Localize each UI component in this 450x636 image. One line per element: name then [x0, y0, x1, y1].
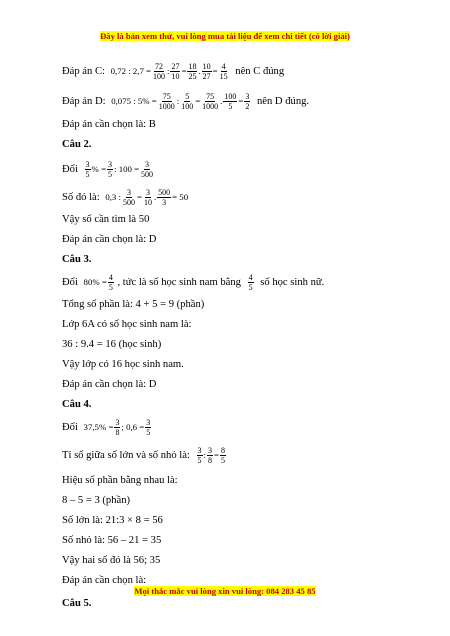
- label: Đổi: [62, 421, 78, 433]
- math: [247, 273, 255, 292]
- math: [111, 92, 251, 111]
- question-heading: Câu 2.: [62, 139, 92, 150]
- denominator: 2: [245, 102, 250, 111]
- operator: .: [220, 96, 223, 106]
- numerator: 3: [146, 418, 151, 427]
- ratio-line: [62, 446, 227, 465]
- text-line: Tổng số phần là: 4 + 5 = 9 (phần): [62, 299, 205, 310]
- numerator: 4: [221, 62, 226, 71]
- numerator: 3: [145, 188, 150, 197]
- conclusion: nên C đúng: [235, 65, 285, 77]
- expr: 0,72 : 2,7 =: [110, 66, 152, 76]
- fraction: [197, 446, 203, 465]
- operator: =: [238, 96, 244, 106]
- numerator: 75: [206, 92, 215, 101]
- operator: =: [136, 192, 142, 202]
- fraction: [140, 160, 154, 179]
- operator: =: [181, 66, 187, 76]
- operator: =: [212, 66, 218, 76]
- question-heading: Câu 3.: [62, 254, 92, 265]
- expr: 0,075 : 5% =: [111, 96, 157, 106]
- math: [111, 62, 230, 81]
- expr: 0,3 :: [105, 192, 121, 202]
- operator: :: [176, 96, 180, 106]
- numerator: 3: [197, 446, 202, 455]
- text-line: Vậy lớp có 16 học sinh nam.: [62, 359, 184, 370]
- fraction: [107, 160, 113, 179]
- operator: :: [203, 450, 206, 460]
- fraction: [170, 62, 180, 81]
- denominator: 5: [248, 283, 253, 292]
- denominator: 5: [85, 170, 90, 179]
- numerator: 18: [188, 62, 197, 71]
- footer-text: Mọi thắc mắc vui lòng xin vui lòng: 084 283 45 85: [134, 586, 316, 596]
- denominator: 100: [153, 72, 166, 81]
- numerator: 100: [224, 92, 237, 101]
- denominator: 10: [143, 198, 152, 207]
- denominator: 1000: [202, 102, 219, 111]
- fraction: [187, 62, 197, 81]
- fraction: [223, 92, 237, 111]
- denominator: 5: [108, 283, 113, 292]
- numerator: 10: [202, 62, 211, 71]
- text: , tức là số học sinh nam bằng: [117, 276, 241, 288]
- label: Số đó là:: [62, 191, 100, 203]
- fraction: [244, 92, 250, 111]
- label: Đáp án D:: [62, 95, 106, 107]
- numerator: 4: [248, 273, 253, 282]
- fraction: [108, 273, 114, 292]
- answer-line: Đáp án cần chọn là: D: [62, 234, 157, 245]
- numerator: 3: [145, 160, 150, 169]
- denominator: 100: [181, 102, 194, 111]
- conversion-line: [62, 160, 155, 179]
- page-footer: [0, 586, 450, 596]
- denominator: 500: [122, 198, 135, 207]
- numerator: 3: [108, 160, 113, 169]
- numerator: 75: [162, 92, 171, 101]
- denominator: 15: [219, 72, 228, 81]
- denominator: 25: [188, 72, 197, 81]
- numerator: 3: [126, 188, 131, 197]
- label: Đổi: [62, 276, 78, 288]
- fraction: [85, 160, 91, 179]
- numerator: 27: [171, 62, 180, 71]
- numerator: 3: [115, 418, 120, 427]
- denominator: 500: [141, 170, 154, 179]
- denominator: 8: [207, 456, 212, 465]
- question-heading: Câu 5.: [62, 598, 92, 609]
- operator: .: [153, 192, 157, 202]
- header-text: Đây là bản xem thử, vui lòng mua tài liệu để xem chi tiết (có lời giải): [100, 31, 350, 41]
- numerator: 8: [220, 446, 225, 455]
- denominator: 5: [228, 102, 233, 111]
- fraction: [114, 418, 120, 437]
- question-heading: Câu 4.: [62, 399, 92, 410]
- fraction: [201, 92, 219, 111]
- conversion-line: [62, 273, 324, 292]
- denominator: 5: [197, 456, 202, 465]
- numerator: 3: [245, 92, 250, 101]
- numerator: 3: [85, 160, 90, 169]
- operator: .: [198, 66, 201, 76]
- fraction: [145, 418, 151, 437]
- text: số học sinh nữ.: [260, 276, 325, 288]
- fraction: [143, 188, 153, 207]
- numerator: 500: [158, 188, 171, 197]
- denominator: 8: [115, 428, 120, 437]
- denominator: 10: [171, 72, 180, 81]
- text-line: Hiệu số phần bằng nhau là:: [62, 475, 178, 486]
- operator: % =: [91, 164, 107, 174]
- fraction: [152, 62, 166, 81]
- label: Đổi: [62, 163, 78, 175]
- text-line: Lớp 6A có số học sinh nam là:: [62, 319, 192, 330]
- math: [84, 273, 115, 292]
- fraction: [157, 188, 171, 207]
- text-line: Số nhỏ là: 56 – 21 = 35: [62, 535, 162, 546]
- fraction: [220, 446, 226, 465]
- math: [196, 446, 227, 465]
- math: [105, 188, 188, 207]
- number-line: [62, 188, 188, 207]
- operator: =: [213, 450, 219, 460]
- fraction: [219, 62, 229, 81]
- expr: 37,5% =: [83, 422, 114, 432]
- fraction: [180, 92, 194, 111]
- numerator: 5: [185, 92, 190, 101]
- answer-line: Đáp án cần chọn là: D: [62, 379, 157, 390]
- result: = 50: [172, 192, 189, 202]
- fraction: [122, 188, 136, 207]
- numerator: 72: [155, 62, 164, 71]
- label: Đáp án C:: [62, 65, 105, 77]
- text-line: 36 : 9.4 = 16 (học sinh): [62, 339, 162, 350]
- operator: =: [195, 96, 201, 106]
- numerator: 4: [108, 273, 113, 282]
- text-line: Vậy hai số đó là 56; 35: [62, 555, 161, 566]
- denominator: 5: [146, 428, 151, 437]
- expr: 80% =: [83, 277, 107, 287]
- math: [84, 160, 156, 179]
- text-line: Số lớn là: 21:3 × 8 = 56: [62, 515, 163, 526]
- expr: ; 0,6 =: [121, 422, 145, 432]
- operator: :: [167, 66, 170, 76]
- numerator: 3: [207, 446, 212, 455]
- fraction: [158, 92, 176, 111]
- denominator: 5: [108, 170, 113, 179]
- answer-c-line: [62, 62, 284, 81]
- answer-d-line: [62, 92, 309, 111]
- math: [84, 418, 153, 437]
- answer-line: Đáp án cần chọn là: B: [62, 119, 156, 130]
- label: Tỉ số giữa số lớn và số nhỏ là:: [62, 449, 190, 461]
- conversion-line: [62, 418, 152, 437]
- fraction: [207, 446, 213, 465]
- answer-line: Đáp án cần chọn là:: [62, 575, 147, 586]
- page-header: [0, 31, 450, 41]
- denominator: 5: [220, 456, 225, 465]
- conclusion: nên D đúng.: [256, 95, 310, 107]
- fraction: [202, 62, 212, 81]
- denominator: 3: [162, 198, 167, 207]
- fraction: [248, 273, 254, 292]
- expr: : 100 =: [114, 164, 140, 174]
- text-line: Vậy số cần tìm là 50: [62, 214, 150, 225]
- denominator: 27: [202, 72, 211, 81]
- denominator: 1000: [158, 102, 175, 111]
- text-line: 8 – 5 = 3 (phần): [62, 495, 131, 506]
